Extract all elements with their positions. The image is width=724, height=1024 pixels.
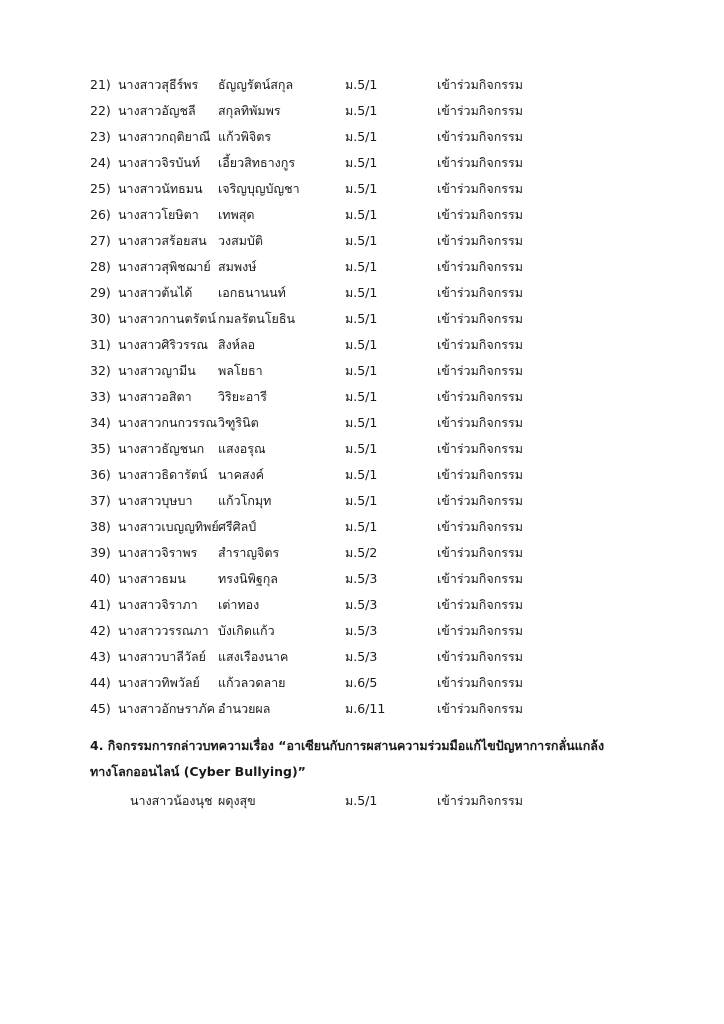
- participant-number: 25): [90, 181, 111, 196]
- participant-last-name: นาคสงค์: [218, 467, 265, 482]
- list-item: [90, 462, 650, 488]
- list-item: [90, 488, 650, 514]
- participant-class: ม.5/1: [345, 493, 378, 508]
- participant-number: 44): [90, 675, 111, 690]
- participant-class: ม.5/1: [345, 467, 378, 482]
- participant-number: 39): [90, 545, 111, 560]
- participant-number: 30): [90, 311, 111, 326]
- list-item: [90, 306, 650, 332]
- participant-last-name: แก้วลวดลาย: [218, 675, 286, 690]
- participant-first-name: นางสาวอัญชลี: [118, 103, 196, 118]
- list-item: [90, 670, 650, 696]
- list-item: [90, 150, 650, 176]
- list-item: [90, 254, 650, 280]
- participant-status: เข้าร่วมกิจกรรม: [437, 793, 523, 808]
- participant-last-name: อำนวยผล: [218, 701, 271, 716]
- participant-class: ม.5/1: [345, 389, 378, 404]
- list-item: [90, 72, 650, 98]
- participant-last-name: เอี้ยวสิทธางกูร: [218, 155, 296, 170]
- participant-first-name: นางสาววรรณภา: [118, 623, 209, 638]
- participant-class: ม.5/1: [345, 285, 378, 300]
- participant-status: เข้าร่วมกิจกรรม: [437, 155, 523, 170]
- list-item: [90, 644, 650, 670]
- participant-class: ม.5/1: [345, 103, 378, 118]
- participant-class: ม.5/1: [345, 519, 378, 534]
- participant-last-name: สมพงษ์: [218, 259, 257, 274]
- participant-number: 41): [90, 597, 111, 612]
- participant-last-name: แก้วโกมุท: [218, 493, 272, 508]
- participant-number: 34): [90, 415, 111, 430]
- participant-status: เข้าร่วมกิจกรรม: [437, 441, 523, 456]
- participant-number: 37): [90, 493, 111, 508]
- list-item: [90, 540, 650, 566]
- list-item: [90, 566, 650, 592]
- participant-class: ม.5/1: [345, 337, 378, 352]
- section-4-title-line-1: 4. กิจกรรมการกล่าวบทความเรื่อง “อาเซียนกับการผสานความร่วมมือแก้ไขปัญหาการกลั่นแกล้ง: [90, 738, 605, 753]
- participant-first-name: นางสาวนัทธมน: [118, 181, 203, 196]
- participant-status: เข้าร่วมกิจกรรม: [437, 571, 523, 586]
- participant-class: ม.5/3: [345, 623, 378, 638]
- participant-class: ม.5/1: [345, 363, 378, 378]
- participant-first-name: นางสาวบุษบา: [118, 493, 193, 508]
- participant-class: ม.5/1: [345, 155, 378, 170]
- participant-status: เข้าร่วมกิจกรรม: [437, 467, 523, 482]
- participant-last-name: สิงห์ลอ: [218, 337, 256, 352]
- participant-first-name: นางสาวต้นได้: [118, 285, 193, 300]
- list-item: [90, 176, 650, 202]
- list-item: [90, 280, 650, 306]
- section-4-heading: [90, 733, 650, 785]
- list-item: [90, 98, 650, 124]
- participant-number: 31): [90, 337, 111, 352]
- participant-first-name: นางสาวญามีน: [118, 363, 196, 378]
- participant-class: ม.5/1: [345, 207, 378, 222]
- participant-last-name: วิฑูรินิต: [218, 415, 259, 430]
- participant-last-name: วิริยะอารี: [218, 389, 268, 404]
- participant-last-name: แสงเรืองนาค: [218, 649, 289, 664]
- participant-number: 27): [90, 233, 111, 248]
- participant-last-name: เอกธนานนท์: [218, 285, 286, 300]
- participant-class: ม.5/1: [345, 129, 378, 144]
- participant-last-name: กมลรัตนโยธิน: [218, 311, 296, 326]
- participant-first-name: นางสาวอักษราภัค: [118, 701, 215, 716]
- participant-first-name: นางสาวจิราพร: [118, 545, 198, 560]
- participant-number: 33): [90, 389, 111, 404]
- participant-status: เข้าร่วมกิจกรรม: [437, 259, 523, 274]
- participant-class: ม.6/5: [345, 675, 378, 690]
- participant-status: เข้าร่วมกิจกรรม: [437, 675, 523, 690]
- participant-number: 36): [90, 467, 111, 482]
- participant-first-name: นางสาวน้องนุช: [130, 793, 213, 808]
- section-4-participant-list: [90, 788, 650, 814]
- participant-last-name: สกุลทิพัมพร: [218, 103, 281, 118]
- participant-number: 42): [90, 623, 111, 638]
- participant-class: ม.5/1: [345, 181, 378, 196]
- participant-status: เข้าร่วมกิจกรรม: [437, 519, 523, 534]
- participant-status: เข้าร่วมกิจกรรม: [437, 337, 523, 352]
- participant-status: เข้าร่วมกิจกรรม: [437, 233, 523, 248]
- participant-number: 22): [90, 103, 111, 118]
- participant-class: ม.5/1: [345, 441, 378, 456]
- participant-status: เข้าร่วมกิจกรรม: [437, 415, 523, 430]
- list-item: [90, 696, 650, 722]
- participant-first-name: นางสาวจิรบันท์: [118, 155, 201, 170]
- participant-number: 40): [90, 571, 111, 586]
- participant-status: เข้าร่วมกิจกรรม: [437, 623, 523, 638]
- list-item: [90, 436, 650, 462]
- participant-class: ม.5/1: [345, 259, 378, 274]
- participant-number: 38): [90, 519, 111, 534]
- participant-last-name: แสงอรุณ: [218, 441, 266, 456]
- list-item: [90, 788, 650, 814]
- participant-status: เข้าร่วมกิจกรรม: [437, 545, 523, 560]
- list-item: [90, 618, 650, 644]
- participant-first-name: นางสาวกฤติยาณี: [118, 129, 211, 144]
- participant-first-name: นางสาวกนกวรรณ: [118, 415, 218, 430]
- participant-first-name: นางสาวทิพวัลย์: [118, 675, 200, 690]
- participant-last-name: เต่าทอง: [218, 597, 260, 612]
- participant-number: 21): [90, 77, 111, 92]
- participant-first-name: นางสาวอสิตา: [118, 389, 192, 404]
- participant-status: เข้าร่วมกิจกรรม: [437, 285, 523, 300]
- participant-status: เข้าร่วมกิจกรรม: [437, 701, 523, 716]
- participant-class: ม.5/1: [345, 415, 378, 430]
- participant-status: เข้าร่วมกิจกรรม: [437, 103, 523, 118]
- participant-status: เข้าร่วมกิจกรรม: [437, 207, 523, 222]
- participant-status: เข้าร่วมกิจกรรม: [437, 389, 523, 404]
- participant-last-name: พลโยธา: [218, 363, 263, 378]
- participant-first-name: นางสาวสุพิชฌาย์: [118, 259, 211, 274]
- participant-first-name: นางสาวบาลีวัลย์: [118, 649, 206, 664]
- participant-number: 45): [90, 701, 111, 716]
- list-item: [90, 358, 650, 384]
- participant-first-name: นางสาวจิราภา: [118, 597, 198, 612]
- participant-class: ม.5/3: [345, 649, 378, 664]
- participant-last-name: ธัญญรัตน์สกุล: [218, 77, 294, 92]
- participant-first-name: นางสาวสร้อยสน: [118, 233, 207, 248]
- list-item: [90, 332, 650, 358]
- participant-status: เข้าร่วมกิจกรรม: [437, 493, 523, 508]
- participant-class: ม.5/1: [345, 311, 378, 326]
- list-item: [90, 384, 650, 410]
- participant-number: 23): [90, 129, 111, 144]
- participant-first-name: นางสาวโยษิตา: [118, 207, 199, 222]
- participant-number: 35): [90, 441, 111, 456]
- list-item: [90, 592, 650, 618]
- participant-class: ม.5/3: [345, 597, 378, 612]
- participant-first-name: นางสาวสุธีร์พร: [118, 77, 199, 92]
- participant-first-name: นางสาวกานตรัตน์: [118, 311, 216, 326]
- list-item: [90, 228, 650, 254]
- participant-last-name: เจริญบุญบัญชา: [218, 181, 300, 196]
- participant-number: 24): [90, 155, 111, 170]
- participant-last-name: ทรงนิพิฐกุล: [218, 571, 278, 586]
- participant-last-name: วงสมบัติ: [218, 233, 264, 248]
- participant-status: เข้าร่วมกิจกรรม: [437, 363, 523, 378]
- participant-class: ม.5/1: [345, 793, 378, 808]
- participant-last-name: บังเกิดแก้ว: [218, 623, 275, 638]
- participant-first-name: นางสาวธิดารัตน์: [118, 467, 208, 482]
- list-item: [90, 124, 650, 150]
- participant-status: เข้าร่วมกิจกรรม: [437, 597, 523, 612]
- participant-status: เข้าร่วมกิจกรรม: [437, 129, 523, 144]
- participant-last-name: แก้วพิจิตร: [218, 129, 272, 144]
- participant-first-name: นางสาวธมน: [118, 571, 186, 586]
- participant-number: 29): [90, 285, 111, 300]
- list-item: [90, 202, 650, 228]
- participant-number: 28): [90, 259, 111, 274]
- participant-class: ม.5/1: [345, 77, 378, 92]
- participant-class: ม.5/2: [345, 545, 378, 560]
- participant-number: 26): [90, 207, 111, 222]
- participant-first-name: นางสาวศิริวรรณ: [118, 337, 209, 352]
- participant-class: ม.6/11: [345, 701, 386, 716]
- list-item: [90, 410, 650, 436]
- participant-class: ม.5/1: [345, 233, 378, 248]
- participant-status: เข้าร่วมกิจกรรม: [437, 649, 523, 664]
- participant-status: เข้าร่วมกิจกรรม: [437, 311, 523, 326]
- participant-first-name: นางสาวเบญญทิพย์: [118, 519, 219, 534]
- participant-status: เข้าร่วมกิจกรรม: [437, 181, 523, 196]
- participant-last-name: สำราญจิตร: [218, 545, 280, 560]
- list-item: [90, 514, 650, 540]
- participant-last-name: ศรีศิลป์: [218, 519, 257, 534]
- participant-number: 43): [90, 649, 111, 664]
- participant-last-name: เทพสุด: [218, 207, 255, 222]
- participant-last-name: ผดุงสุข: [218, 793, 256, 808]
- section-4-title-line-2: ทางโลกออนไลน์ (Cyber Bullying)”: [90, 764, 306, 779]
- participant-class: ม.5/3: [345, 571, 378, 586]
- participant-list: [90, 72, 650, 722]
- participant-number: 32): [90, 363, 111, 378]
- participant-first-name: นางสาวธัญชนก: [118, 441, 205, 456]
- participant-status: เข้าร่วมกิจกรรม: [437, 77, 523, 92]
